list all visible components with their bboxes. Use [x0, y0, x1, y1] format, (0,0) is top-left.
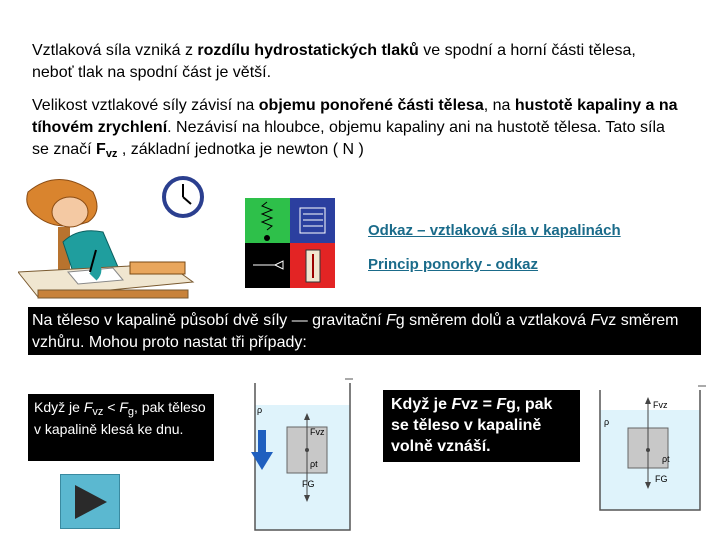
label-pt: ρt [662, 454, 670, 464]
floating-case-box: Když je Fvz = Fg, pak se těleso v kapalině volně vznáší. [383, 390, 580, 462]
text: , na [483, 97, 515, 114]
dependency-paragraph [32, 95, 682, 165]
play-icon [71, 483, 111, 521]
text: . Nezávisí na hloubce, objemu kapaliny ani na hustotě tělesa. Tato síla se značí [32, 119, 665, 158]
label-fg: FG [655, 474, 668, 484]
floating-diagram [595, 380, 715, 520]
clock-icon [164, 178, 202, 216]
text: ve spodní a horní části tělesa, neboť tlak na spodní část je větší. [32, 42, 636, 81]
label-fvz: Fvz [310, 427, 325, 437]
force-symbol: $F_{vz}$ [96, 141, 118, 160]
sinking-diagram [245, 375, 360, 535]
label-rho: ρ [604, 417, 610, 427]
play-button[interactable] [60, 474, 120, 529]
text: , základní jednotka je newton ( N ) [117, 141, 364, 158]
student-clipart [18, 172, 218, 307]
label-pt: ρt [310, 459, 318, 469]
buoyancy-experiments-image [245, 198, 335, 288]
intro-paragraph [32, 40, 672, 84]
label-rho: ρ [257, 405, 263, 415]
bold-text: objemu ponořené části tělesa [258, 97, 484, 114]
link-submarine-principle[interactable]: Princip ponorky - odkaz [368, 256, 539, 273]
bold-text: hustotě kapaliny a na tíhovém zrychlení [32, 97, 678, 136]
text: Velikost vztlakové síly závisí na [32, 97, 259, 114]
link-buoyancy-in-liquids[interactable]: Odkaz – vztlaková síla v kapalinách [368, 222, 621, 239]
text: Vztlaková síla vzniká z [32, 42, 198, 59]
bold-text: rozdílu hydrostatických tlaků [197, 42, 419, 59]
two-forces-box: Na těleso v kapalině působí dvě síly — gravitační Fg směrem dolů a vztlaková Fvz směrem vzhůru. Mohou proto nastat tři případy: [28, 307, 701, 355]
label-fvz: Fvz [653, 400, 668, 410]
label-fg: FG [302, 479, 315, 489]
sinking-case-box: Když je $F_{vz} < F_g$, pak těleso v kapalině klesá ke dnu. [28, 394, 214, 461]
